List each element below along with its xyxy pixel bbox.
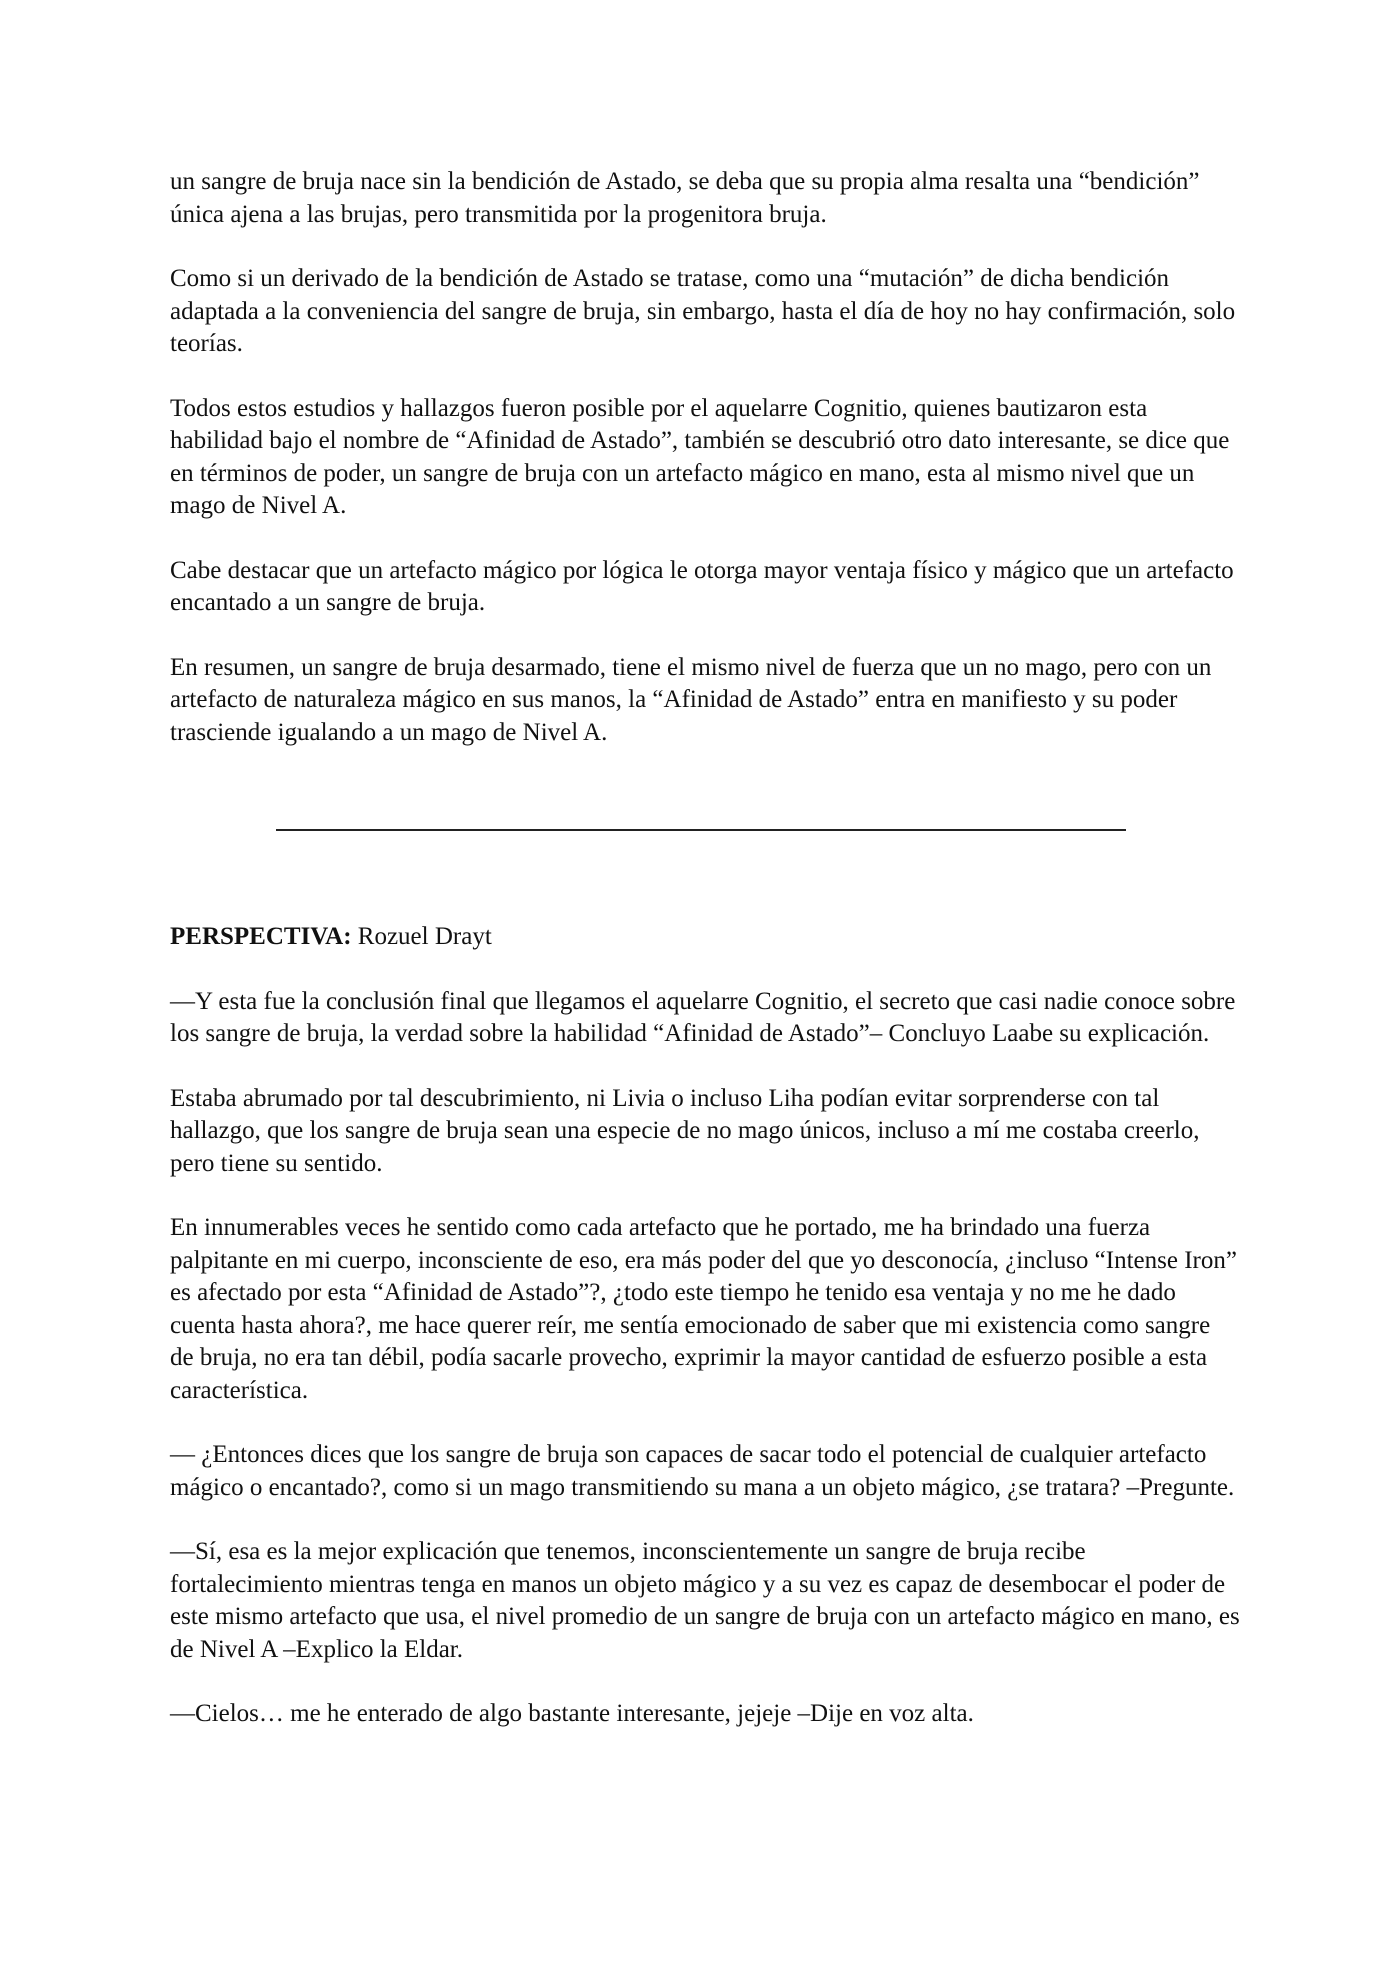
paragraph-gap (170, 523, 1240, 555)
paragraph: —Sí, esa es la mejor explicación que tenemos, inconscientemente un sangre de bruja recibe fortalecimiento mientras tenga en manos un objeto mágico y a su vez es capaz de desembocar el poder de este mismo artefacto que usa, el nivel promedio de un sangre de bruja con un artefacto mágico en mano, es de Nivel A –Explico la Eldar. (170, 1538, 1240, 1663)
paragraph-gap (170, 620, 1240, 652)
paragraph: Todos estos estudios y hallazgos fueron posible por el aquelarre Cognitio, quienes bautizaron esta habilidad bajo el nombre de “Afinidad de Astado”, también se descubrió otro dato interesante, se dice que en términos de poder, un sangre de bruja con un artefacto mágico en mano, esta al mismo nivel que un mago de Nivel A. (170, 394, 1230, 519)
paragraph: Estaba abrumado por tal descubrimiento, ni Livia o incluso Liha podían evitar sorprenderse con tal hallazgo, que los sangre de bruja sean una especie de no mago únicos, incluso a mí me costaba creerlo, pero tiene su sentido. (170, 1084, 1200, 1177)
paragraph: Cabe destacar que un artefacto mágico por lógica le otorga mayor ventaja físico y mágico que un artefacto encantado a un sangre de bruja. (170, 556, 1234, 616)
paragraph-gap (170, 1051, 1240, 1083)
section-divider (170, 749, 1240, 921)
paragraph: —Y esta fue la conclusión final que llegamos el aquelarre Cognitio, el secreto que casi nadie conoce sobre los sangre de bruja, la verdad sobre la habilidad “Afinidad de Astado”– Concluyo Laabe su explicación. (170, 987, 1236, 1047)
paragraph-gap (170, 231, 1240, 263)
paragraph-gap (170, 1504, 1240, 1536)
perspective-name: Rozuel Drayt (357, 923, 492, 950)
paragraph-gap (170, 361, 1240, 393)
paragraph-gap (170, 1666, 1240, 1698)
paragraph-gap (170, 954, 1240, 986)
document-page (170, 166, 1240, 1731)
paragraph: En resumen, un sangre de bruja desarmado, tiene el mismo nivel de fuerza que un no mago, pero con un artefacto de naturaleza mágico en sus manos, la “Afinidad de Astado” entra en manifiesto y su poder trasciende igualando a un mago de Nivel A. (170, 653, 1212, 746)
divider-line (276, 829, 1126, 831)
paragraph-gap (170, 1407, 1240, 1439)
perspective-separator: : (343, 923, 352, 950)
paragraph: —Cielos… me he enterado de algo bastante interesante, jejeje –Dije en voz alta. (170, 1700, 974, 1727)
perspective-label: PERSPECTIVA (170, 923, 344, 950)
paragraph: un sangre de bruja nace sin la bendición de Astado, se deba que su propia alma resalta una “bendición” única ajena a las brujas, pero transmitida por la progenitora bruja. (170, 168, 1200, 228)
paragraph: — ¿Entonces dices que los sangre de bruja son capaces de sacar todo el potencial de cualquier artefacto mágico o encantado?, como si un mago transmitiendo su mana a un objeto mágico, ¿se tratara? –Pregunte. (170, 1441, 1235, 1501)
paragraph-gap (170, 1180, 1240, 1212)
paragraph: Como si un derivado de la bendición de Astado se tratase, como una “mutación” de dicha bendición adaptada a la conveniencia del sangre de bruja, sin embargo, hasta el día de hoy no hay confirmación, solo teorías. (170, 265, 1236, 357)
paragraph: En innumerables veces he sentido como cada artefacto que he portado, me ha brindado una fuerza palpitante en mi cuerpo, inconsciente de eso, era más poder del que yo desconocía, ¿incluso “Intense Iron” es afectado por esta “Afinidad de Astado”?, ¿todo este tiempo he tenido esa ventaja y no me he dado cuenta hasta ahora?, me hace querer reír, me sentía emocionado de saber que mi existencia como sangre de bruja, no era tan débil, podía sacarle provecho, exprimir la mayor cantidad de esfuerzo posible a esta característica. (170, 1214, 1237, 1404)
perspective-heading (170, 921, 1240, 954)
